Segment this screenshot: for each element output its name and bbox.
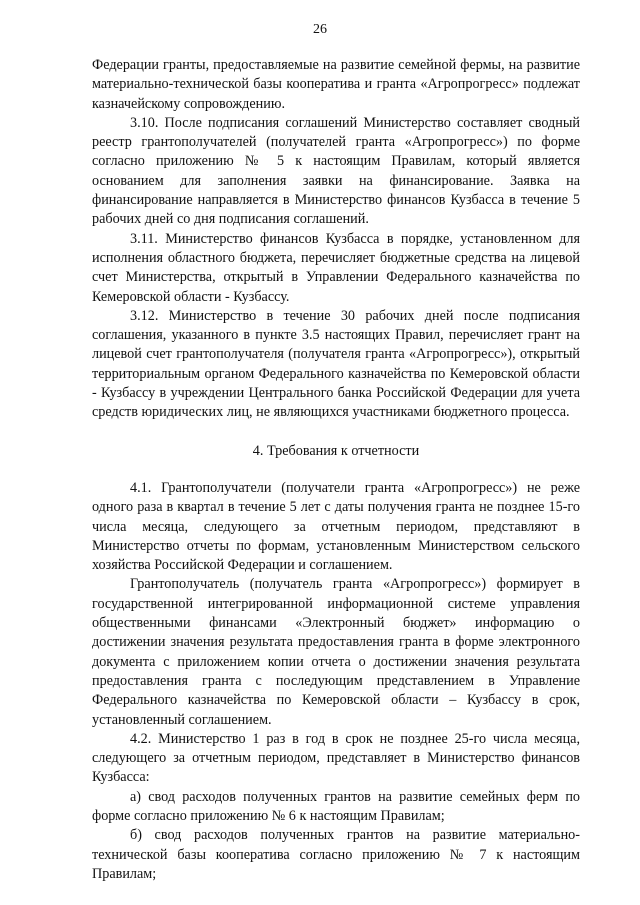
paragraph-continuation: Федерации гранты, предоставляемые на развитие семейной фермы, на развитие материально-технической базы кооператива и гранта «Агропрогресс» подлежат казначейскому сопровождению.	[92, 57, 580, 112]
paragraph-grantee-info: Грантополучатель (получатель гранта «Агропрогресс») формирует в государственной интегрированной информационной системе управления общественными финансами «Электронный бюджет» информацию о достижении значения результата предоставления гранта в форме электронного документа с приложением копии отчета о достижении значения результата предоставления гранта с последующим представлением в Управление Федерального казначейства по Кемеровской области – Кузбассу в срок, установленный соглашением.	[92, 576, 580, 728]
paragraph-3-11: 3.11. Министерство финансов Кузбасса в порядке, установленном для исполнения областного бюджета, перечисляет бюджетные средства на лицевой счет Министерства, открытый в Управлении Федерального казначейства по Кемеровской области - Кузбассу.	[92, 230, 580, 305]
paragraph-4-2: 4.2. Министерство 1 раз в год в срок не позднее 25-го числа месяца, следующего за отчетным периодом, представляет в Министерство финансов Кузбасса:	[92, 730, 580, 786]
document-body	[92, 56, 580, 884]
paragraph-4-1: 4.1. Грантополучатели (получатели гранта «Агропрогресс») не реже одного раза в квартал в течение 5 лет с даты получения гранта не позднее 15-го числа месяца, следующего за отчетным периодом, представляют в Министерство отчеты по формам, установленным Министерством сельского хозяйства Российской Федерации и соглашением.	[92, 479, 580, 574]
list-item-b: б) свод расходов полученных грантов на развитие материально-технической базы кооператива согласно приложению № 7 к настоящим Правилам;	[92, 827, 580, 882]
paragraph-3-12: 3.12. Министерство в течение 30 рабочих дней после подписания соглашения, указанного в пункте 3.5 настоящих Правил, перечисляет грант на лицевой счет грантополучателя (получателя гранта «Агропрогресс»), открытый территориальным органом Федерального казначейства по Кемеровской области - Кузбассу в учреждении Центрального банка Российской Федерации для учета средств юридических лиц, не являющихся участниками бюджетного процесса.	[92, 307, 580, 421]
page-number: 26	[313, 22, 327, 37]
list-item-a: а) свод расходов полученных грантов на развитие семейных ферм по форме согласно приложению № 6 к настоящим Правилам;	[92, 788, 580, 824]
section-heading: 4. Требования к отчетности	[252, 442, 420, 459]
paragraph-3-10: 3.10. После подписания соглашений Министерство составляет сводный реестр грантополучателей (получателей гранта «Агропрогресс») по форме согласно приложению № 5 к настоящим Правилам, который является основанием для заполнения заявки на финансирование. Заявка на финансирование направляется в Министерство финансов Кузбасса в течение 5 рабочих дней со дня подписания соглашений.	[92, 114, 580, 228]
